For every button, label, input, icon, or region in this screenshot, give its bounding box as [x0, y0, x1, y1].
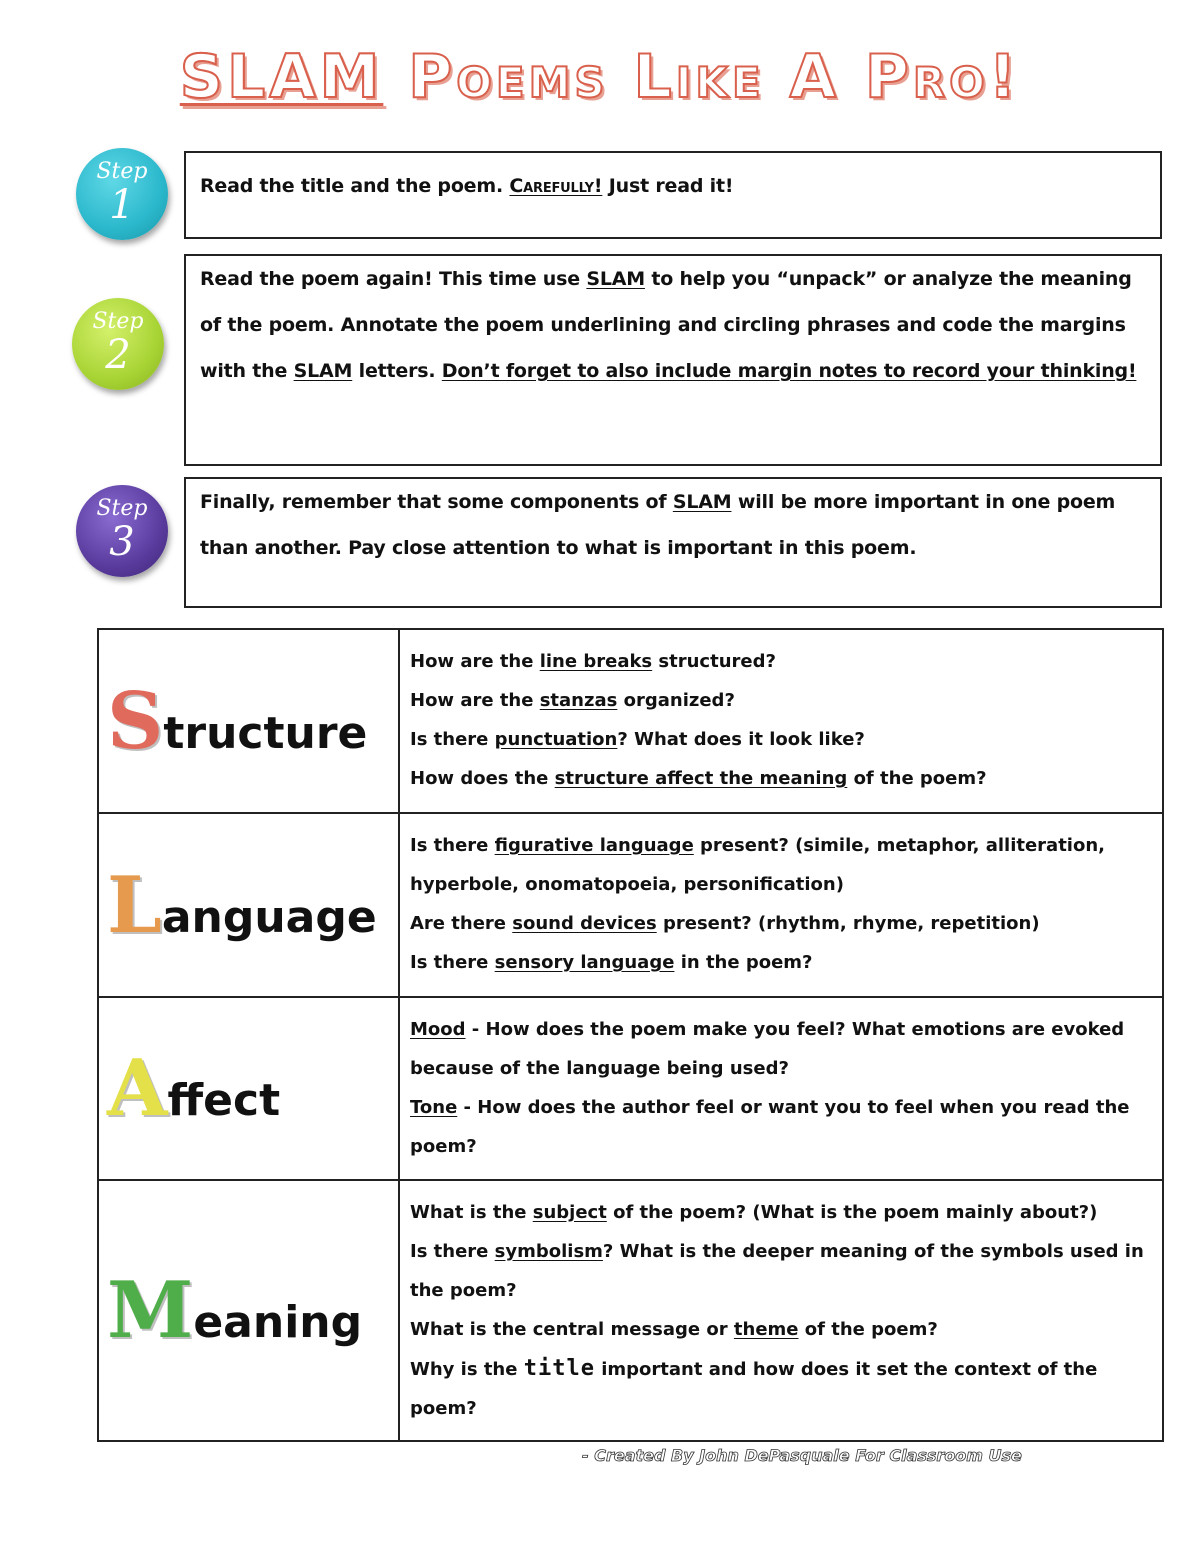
meaning-q3: What is the central message or theme of the poem? — [410, 1319, 938, 1340]
page-title — [0, 42, 1200, 112]
step-1-word: Step — [96, 159, 148, 184]
structure-letter: S — [107, 675, 164, 767]
affect-word — [98, 997, 399, 1180]
step-2-margin-notes: Don’t forget to also include margin notes to record your thinking! — [441, 360, 1137, 382]
language-letter: L — [107, 859, 162, 951]
title-rest: Poems Like A Pro! — [408, 42, 1021, 112]
structure-questions — [399, 629, 1163, 813]
step-3-text-b: will be more important in one poem than another. Pay close attention to what is important in this poem. — [200, 491, 1116, 559]
step-3-text-a: Finally, remember that some components of — [200, 491, 673, 513]
step-1-text-end: Just read it! — [602, 175, 734, 197]
language-q2: Are there sound devices present? (rhythm, rhyme, repetition) — [410, 913, 1040, 934]
meaning-letter: M — [107, 1265, 194, 1356]
step-2-text-b: to help you “unpack” or analyze the meaning of the poem. Annotate the poem underlining and circling phrases and code the margins with the — [200, 268, 1132, 382]
step-1-text: Read the title and the poem. — [200, 175, 510, 197]
step-2-text-a: Read the poem again! This time use — [200, 268, 587, 290]
language-questions — [399, 813, 1163, 997]
structure-q2: How are the stanzas organized? — [410, 690, 735, 711]
meaning-q1: What is the subject of the poem? (What is the poem mainly about?) — [410, 1202, 1098, 1223]
step-1-box — [184, 151, 1162, 239]
step-2-slam-1: SLAM — [586, 268, 645, 290]
affect-q2: Tone - How does the author feel or want you to feel when you read the poem? — [410, 1097, 1130, 1157]
meaning-q4: Why is the title important and how does it set the context of the poem? — [410, 1356, 1098, 1419]
step-3-number: 3 — [109, 519, 135, 565]
step-1-number: 1 — [109, 182, 135, 228]
structure-q4: How does the structure affect the meaning of the poem? — [410, 768, 987, 789]
structure-q3: Is there punctuation? What does it look like? — [410, 729, 865, 750]
affect-letter: A — [107, 1043, 168, 1134]
language-word — [98, 813, 399, 997]
step-3-badge — [76, 485, 168, 577]
language-q1: Is there figurative language present? (simile, metaphor, alliteration, hyperbole, onomatopoeia, personification) — [410, 835, 1105, 895]
step-2-text-c: letters. — [352, 360, 442, 382]
affect-rest: ffect — [167, 1075, 281, 1126]
credit-line: - Created By John DePasquale For Classroom Use — [582, 1446, 1022, 1465]
meaning-rest: eaning — [193, 1297, 363, 1348]
meaning-questions — [399, 1180, 1163, 1441]
structure-row — [98, 629, 1163, 813]
meaning-q2: Is there symbolism? What is the deeper meaning of the symbols used in the poem? — [410, 1241, 1144, 1301]
step-3-word: Step — [96, 496, 148, 521]
step-1-badge — [76, 148, 168, 240]
meaning-row — [98, 1180, 1163, 1441]
language-row — [98, 813, 1163, 997]
step-3-box — [184, 477, 1162, 608]
step-2-slam-2: SLAM — [293, 360, 353, 382]
step-2-box — [184, 254, 1162, 466]
step-3-slam: SLAM — [672, 491, 732, 513]
structure-rest: tructure — [163, 707, 368, 759]
step-2-badge — [72, 298, 164, 390]
meaning-word — [98, 1180, 399, 1441]
structure-word — [98, 629, 399, 813]
title-slam: SLAM — [179, 42, 384, 112]
language-rest: anguage — [161, 891, 377, 943]
step-2-number: 2 — [105, 332, 131, 378]
affect-q1: Mood - How does the poem make you feel? What emotions are evoked because of the language being used? — [410, 1019, 1125, 1079]
step-1-carefully: Carefully! — [509, 175, 603, 197]
structure-q1: How are the line breaks structured? — [410, 651, 776, 672]
step-2-word: Step — [92, 309, 144, 334]
affect-row — [98, 997, 1163, 1180]
language-q3: Is there sensory language in the poem? — [410, 952, 813, 973]
affect-questions — [399, 997, 1163, 1180]
slam-table — [97, 628, 1164, 1442]
